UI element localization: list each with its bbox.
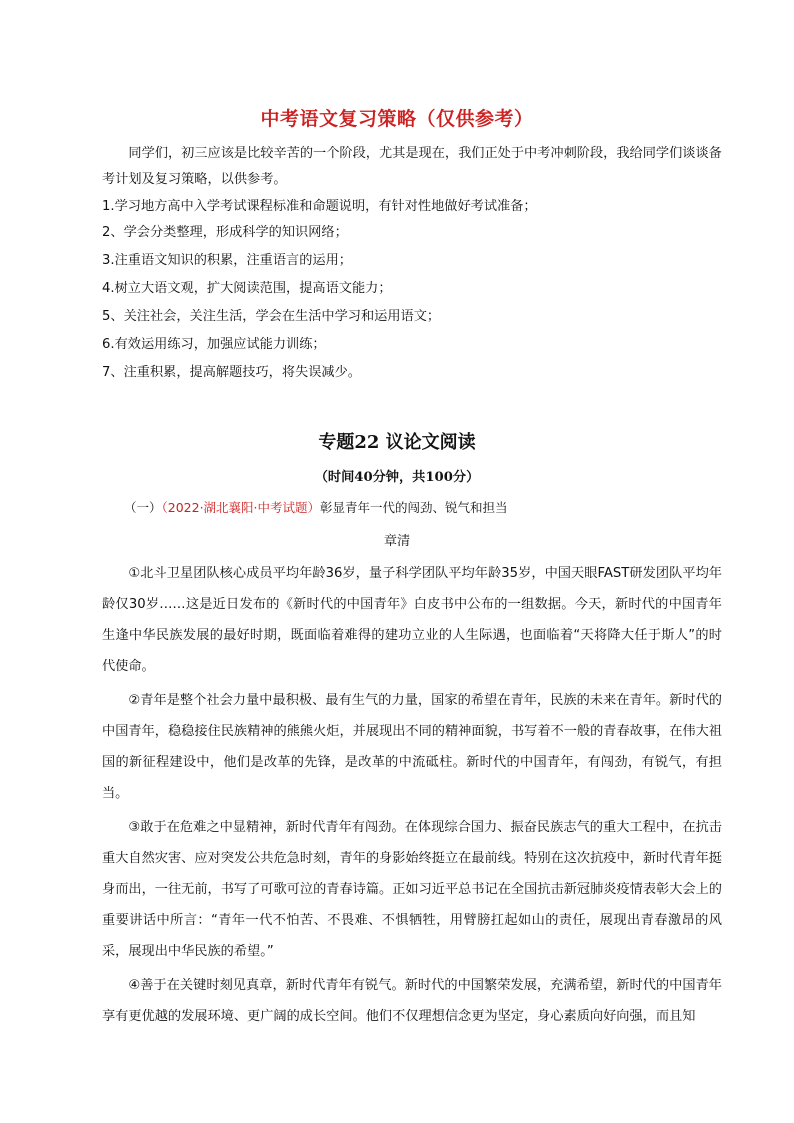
article-paragraph-3: ③敢于在危难之中显精神，新时代青年有闯劲。在体现综合国力、振奋民族志气的重大工程中，在抗击重大自然灾害、应对突发公共危急时刻，青年的身影始终挺立在最前线。特别在这次抗疫中，新时代青年挺身而出，一往无前，书写了可歌可泣的青春诗篇。正如习近平总书记在全国抗击新冠肺炎疫情表彰大会上的重要讲话中所言：“青年一代不怕苦、不畏难、不惧牺牲，用臂膀扛起如山的责任，展现出青春激昂的风采，展现出中华民族的希望。” <box>102 820 722 959</box>
article-paragraph-2: ②青年是整个社会力量中最积极、最有生气的力量，国家的希望在青年，民族的未来在青年。新时代的中国青年，稳稳接住民族精神的熊熊火炬，并展现出不同的精神面貌，书写着不一般的青春故事，在伟大祖国的新征程建设中，他们是改革的先锋，是改革的中流砥柱。新时代的中国青年，有闯劲，有锐气，有担当。 <box>102 693 722 801</box>
question-source: （2022·湖北襄阳·中考试题） <box>161 500 321 515</box>
article-paragraph-4: ④善于在关键时刻见真章，新时代青年有锐气。新时代的中国繁荣发展，充满希望，新时代的中国青年享有更优越的发展环境、更广阔的成长空间。他们不仅理想信念更为坚定，身心素质向好向强，而且知 <box>102 978 722 1024</box>
topic-subtitle: （时间40分钟，共100分） <box>314 470 480 485</box>
article-body <box>102 558 722 1035</box>
article-paragraph-1: ①北斗卫星团队核心成员平均年龄36岁，量子科学团队平均年龄35岁，中国天眼FAST研发团队平均年龄仅30岁……这是近日发布的《新时代的中国青年》白皮书中公布的一组数据。今天，新时代的中国青年生逢中华民族发展的最好时期，既面临着难得的建功立业的人生际遇，也面临着“天将降大任于斯人”的时代使命。 <box>102 566 722 674</box>
article-author: 章清 <box>383 534 411 549</box>
strategy-item-7: 7、注重积累，提高解题技巧，将失误减少。 <box>102 365 361 380</box>
strategy-item-4: 4.树立大语文观，扩大阅读范围，提高语文能力； <box>102 281 392 296</box>
strategy-intro: 同学们，初三应该是比较辛苦的一个阶段，尤其是现在，我们正处于中考冲刺阶段，我给同学们谈谈备考计划及复习策略，以供参考。 <box>102 146 722 187</box>
strategy-item-3: 3.注重语文知识的积累，注重语言的运用； <box>102 253 352 268</box>
article-title: 彰显青年一代的闯劲、锐气和担当 <box>320 500 508 515</box>
topic-title: 专题22 议论文阅读 <box>318 432 476 453</box>
strategy-title: 中考语文复习策略（仅供参考） <box>260 108 534 130</box>
strategy-item-6: 6.有效运用练习，加强应试能力训练； <box>102 337 326 352</box>
question-heading-line <box>124 498 508 518</box>
strategy-item-1: 1.学习地方高中入学考试课程标准和命题说明，有针对性地做好考试准备； <box>102 199 537 214</box>
strategy-item-2: 2、学会分类整理，形成科学的知识网络； <box>102 225 348 240</box>
question-number: （一） <box>124 500 162 515</box>
strategy-item-5: 5、关注社会，关注生活，学会在生活中学习和运用语文； <box>102 309 441 324</box>
